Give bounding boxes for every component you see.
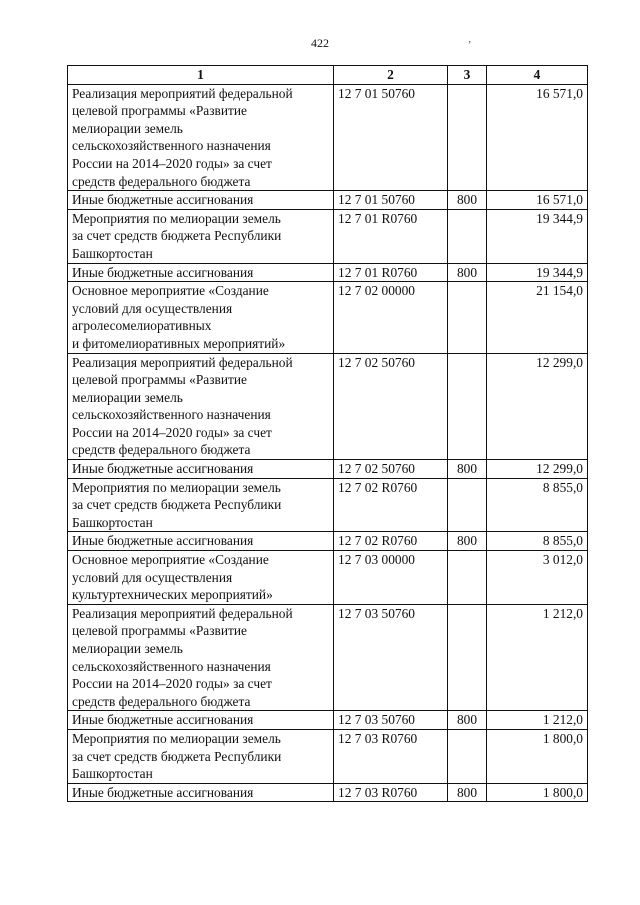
item-name: Иные бюджетные ассигнования bbox=[72, 264, 254, 280]
table-row bbox=[68, 729, 588, 783]
table-row bbox=[68, 604, 588, 711]
amount-cell bbox=[487, 263, 588, 282]
column-header-4: 4 bbox=[487, 66, 588, 85]
expense-type-cell bbox=[448, 209, 487, 263]
target-code-cell bbox=[334, 84, 448, 191]
item-name-cell bbox=[68, 263, 334, 282]
expense-type-cell bbox=[448, 783, 487, 802]
expense-type-cell bbox=[448, 532, 487, 551]
amount-cell bbox=[487, 604, 588, 711]
amount-cell bbox=[487, 282, 588, 353]
item-name: Основное мероприятие «Создание условий для осуществления культуртехнических мероприятий» bbox=[72, 552, 273, 603]
amount-cell bbox=[487, 478, 588, 532]
item-name-cell bbox=[68, 729, 334, 783]
page-number: 422 bbox=[311, 36, 329, 50]
table-row bbox=[68, 532, 588, 551]
item-name-cell bbox=[68, 532, 334, 551]
target-code-cell bbox=[334, 209, 448, 263]
item-name-cell bbox=[68, 551, 334, 605]
column-header-3: 3 bbox=[448, 66, 487, 85]
expense-type: 800 bbox=[456, 712, 478, 728]
item-name: Мероприятия по мелиорации земель за счет средств бюджета Республики Башкортостан bbox=[72, 479, 282, 530]
amount: 8 855,0 bbox=[542, 479, 583, 495]
target-code-cell bbox=[334, 478, 448, 532]
amount-cell bbox=[487, 460, 588, 479]
expense-type-cell bbox=[448, 282, 487, 353]
amount: 21 154,0 bbox=[536, 283, 583, 299]
target-code-cell bbox=[334, 729, 448, 783]
item-name-cell bbox=[68, 353, 334, 460]
item-name-cell bbox=[68, 478, 334, 532]
target-code: 12 7 01 50760 bbox=[338, 192, 415, 208]
expense-type-cell bbox=[448, 84, 487, 191]
target-code-cell bbox=[334, 551, 448, 605]
item-name: Реализация мероприятий федеральной целевой программы «Развитие мелиорации земель сельскохозяйственного назначения России на 2014–2020 годы» за счет средств федерального бюджета bbox=[72, 354, 293, 458]
amount-cell bbox=[487, 711, 588, 730]
item-name: Основное мероприятие «Создание условий для осуществления агролесомелиоративных и фитомелиоративных мероприятий» bbox=[72, 283, 286, 351]
expense-type: 800 bbox=[456, 784, 478, 800]
item-name: Иные бюджетные ассигнования bbox=[72, 533, 254, 549]
amount: 16 571,0 bbox=[536, 85, 583, 101]
target-code-cell bbox=[334, 282, 448, 353]
budget-table bbox=[67, 65, 588, 802]
amount-cell bbox=[487, 729, 588, 783]
target-code-cell bbox=[334, 783, 448, 802]
amount: 1 800,0 bbox=[542, 730, 583, 746]
table-row bbox=[68, 711, 588, 730]
table-row bbox=[68, 478, 588, 532]
header-row bbox=[68, 66, 588, 85]
column-header-1: 1 bbox=[68, 66, 334, 85]
item-name-cell bbox=[68, 460, 334, 479]
expense-type-cell bbox=[448, 551, 487, 605]
expense-type-cell bbox=[448, 478, 487, 532]
expense-type-cell bbox=[448, 191, 487, 210]
target-code: 12 7 02 R0760 bbox=[338, 533, 418, 549]
amount-cell bbox=[487, 551, 588, 605]
item-name-cell bbox=[68, 783, 334, 802]
target-code-cell bbox=[334, 191, 448, 210]
amount: 1 800,0 bbox=[542, 784, 583, 800]
amount: 12 299,0 bbox=[536, 354, 583, 370]
amount: 19 344,9 bbox=[536, 264, 583, 280]
item-name: Мероприятия по мелиорации земель за счет средств бюджета Республики Башкортостан bbox=[72, 210, 282, 261]
target-code: 12 7 03 50760 bbox=[338, 605, 415, 621]
amount: 12 299,0 bbox=[536, 461, 583, 477]
target-code: 12 7 01 R0760 bbox=[338, 264, 418, 280]
expense-type-cell bbox=[448, 604, 487, 711]
item-name-cell bbox=[68, 282, 334, 353]
target-code: 12 7 01 50760 bbox=[338, 85, 415, 101]
expense-type: 800 bbox=[456, 264, 478, 280]
target-code-cell bbox=[334, 353, 448, 460]
table-row bbox=[68, 209, 588, 263]
table-row bbox=[68, 460, 588, 479]
item-name: Иные бюджетные ассигнования bbox=[72, 192, 254, 208]
expense-type: 800 bbox=[456, 533, 478, 549]
item-name-cell bbox=[68, 84, 334, 191]
target-code: 12 7 02 00000 bbox=[338, 283, 415, 299]
expense-type-cell bbox=[448, 353, 487, 460]
amount: 8 855,0 bbox=[542, 533, 583, 549]
table-row bbox=[68, 191, 588, 210]
item-name-cell bbox=[68, 604, 334, 711]
item-name: Иные бюджетные ассигнования bbox=[72, 784, 254, 800]
target-code-cell bbox=[334, 460, 448, 479]
item-name: Мероприятия по мелиорации земель за счет средств бюджета Республики Башкортостан bbox=[72, 730, 282, 782]
expense-type: 800 bbox=[456, 461, 478, 477]
amount-cell bbox=[487, 209, 588, 263]
amount: 3 012,0 bbox=[542, 552, 583, 568]
expense-type-cell bbox=[448, 729, 487, 783]
amount-cell bbox=[487, 532, 588, 551]
item-name-cell bbox=[68, 209, 334, 263]
table-body bbox=[68, 84, 588, 802]
expense-type: 800 bbox=[456, 192, 478, 208]
expense-type-cell bbox=[448, 263, 487, 282]
amount-cell bbox=[487, 84, 588, 191]
item-name: Иные бюджетные ассигнования bbox=[72, 461, 254, 477]
table-row bbox=[68, 84, 588, 191]
item-name: Реализация мероприятий федеральной целевой программы «Развитие мелиорации земель сельскохозяйственного назначения России на 2014–2020 годы» за счет средств федерального бюджета bbox=[72, 85, 293, 189]
amount: 16 571,0 bbox=[536, 192, 583, 208]
target-code-cell bbox=[334, 711, 448, 730]
amount-cell bbox=[487, 353, 588, 460]
expense-type-cell bbox=[448, 460, 487, 479]
expense-type-cell bbox=[448, 711, 487, 730]
target-code: 12 7 01 R0760 bbox=[338, 210, 418, 226]
item-name-cell bbox=[68, 191, 334, 210]
amount-cell bbox=[487, 191, 588, 210]
item-name: Иные бюджетные ассигнования bbox=[72, 712, 254, 728]
scan-mark: ʼ bbox=[468, 40, 472, 51]
target-code: 12 7 03 R0760 bbox=[338, 730, 418, 746]
table-row bbox=[68, 551, 588, 605]
table-row bbox=[68, 353, 588, 460]
amount-cell bbox=[487, 783, 588, 802]
target-code-cell bbox=[334, 532, 448, 551]
amount: 19 344,9 bbox=[536, 210, 583, 226]
target-code: 12 7 03 00000 bbox=[338, 552, 415, 568]
item-name-cell bbox=[68, 711, 334, 730]
target-code-cell bbox=[334, 263, 448, 282]
target-code: 12 7 03 R0760 bbox=[338, 784, 418, 800]
target-code: 12 7 02 50760 bbox=[338, 354, 415, 370]
column-header-2: 2 bbox=[334, 66, 448, 85]
target-code-cell bbox=[334, 604, 448, 711]
target-code: 12 7 03 50760 bbox=[338, 712, 415, 728]
amount: 1 212,0 bbox=[542, 605, 583, 621]
table-row bbox=[68, 783, 588, 802]
item-name: Реализация мероприятий федеральной целевой программы «Развитие мелиорации земель сельскохозяйственного назначения России на 2014–2020 годы» за счет средств федерального бюджета bbox=[72, 605, 293, 709]
table-row bbox=[68, 282, 588, 353]
table-row bbox=[68, 263, 588, 282]
target-code: 12 7 02 50760 bbox=[338, 461, 415, 477]
amount: 1 212,0 bbox=[542, 712, 583, 728]
target-code: 12 7 02 R0760 bbox=[338, 479, 418, 495]
